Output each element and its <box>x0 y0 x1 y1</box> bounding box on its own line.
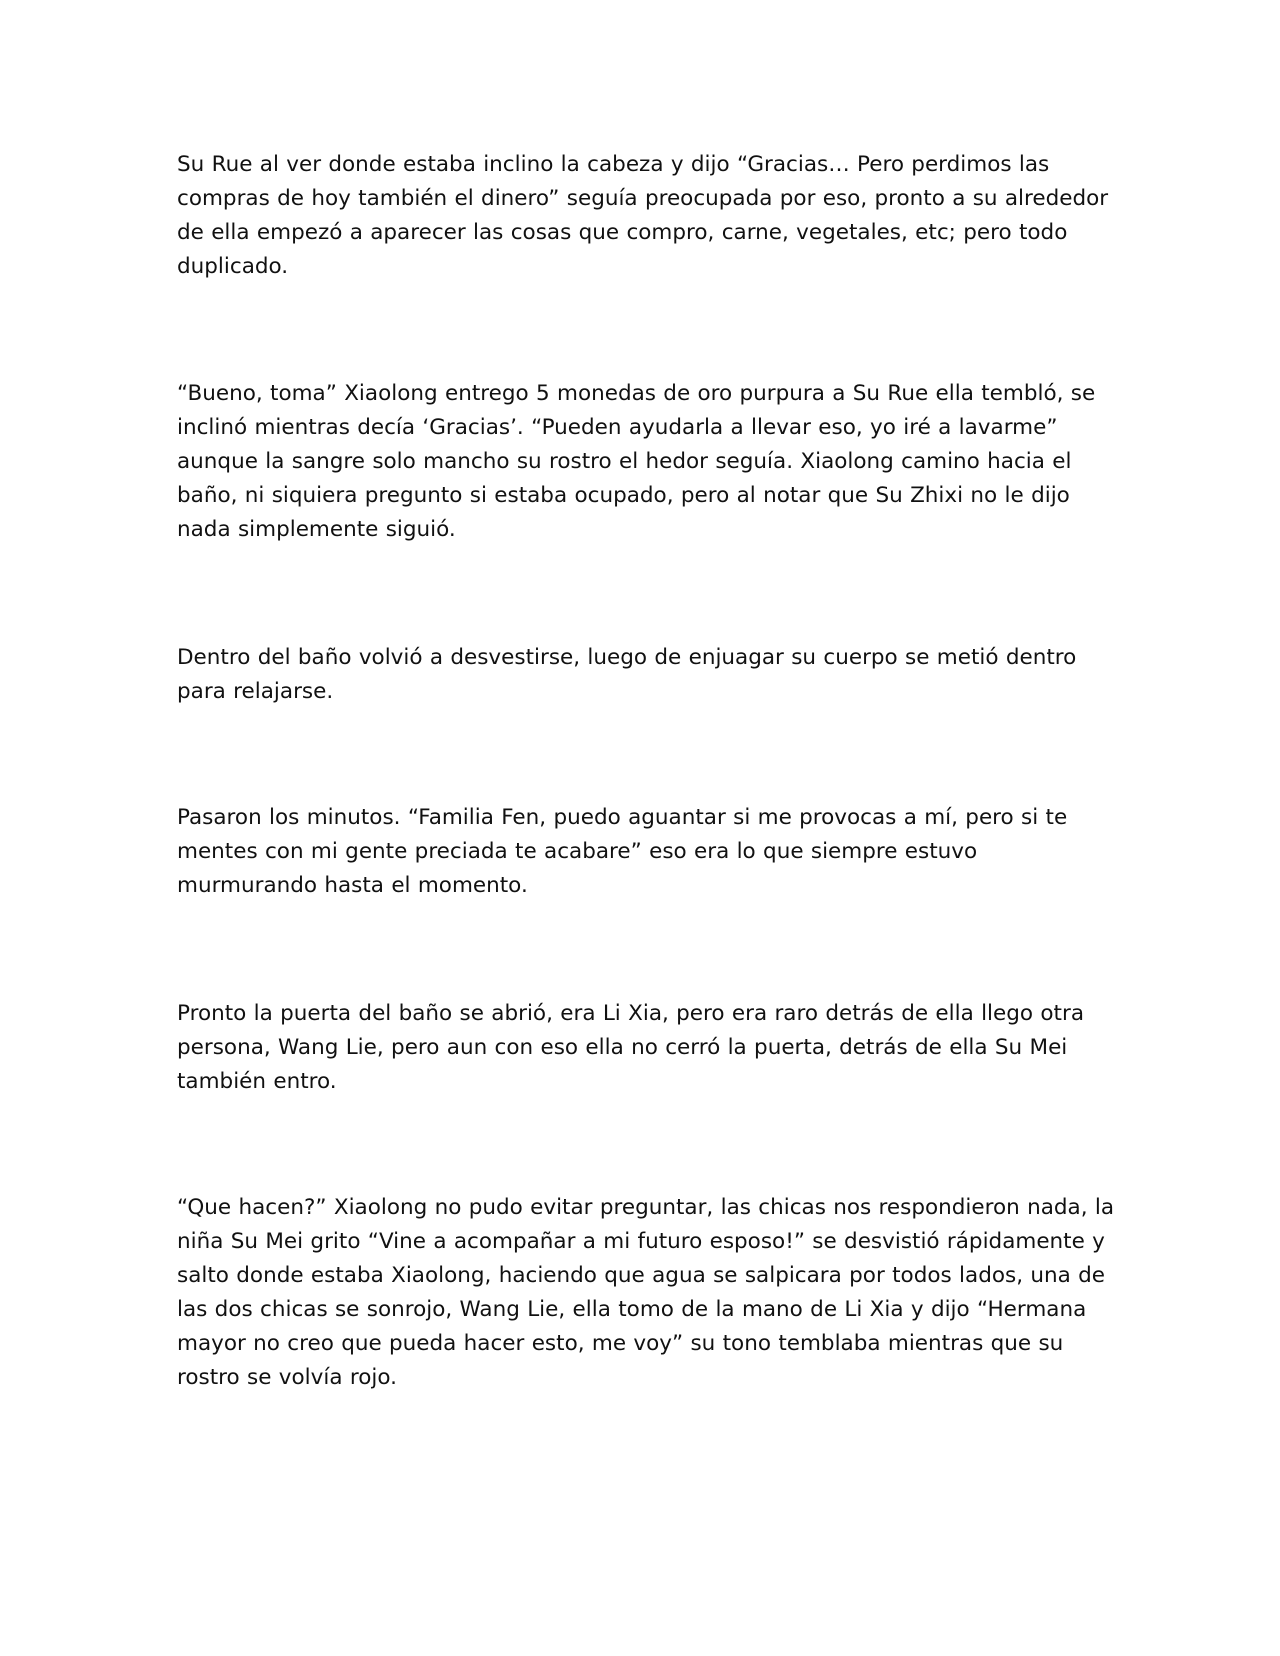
paragraph-3: Dentro del baño volvió a desvestirse, luego de enjuagar su cuerpo se metió dentro para relajarse. <box>177 645 1077 704</box>
paragraph-5: Pronto la puerta del baño se abrió, era Li Xia, pero era raro detrás de ella llego otra persona, Wang Lie, pero aun con eso ella no cerró la puerta, detrás de ella Su Mei también entro. <box>177 1001 1084 1094</box>
paragraph-2: “Bueno, toma” Xiaolong entrego 5 monedas de oro purpura a Su Rue ella tembló, se inclinó mientras decía ‘Gracias’. “Pueden ayudarla a llevar eso, yo iré a lavarme” aunque la sangre solo mancho su rostro el hedor seguía. Xiaolong camino hacia el baño, ni siquiera pregunto si estaba ocupado, pero al notar que Su Zhixi no le dijo nada simplemente siguió. <box>177 381 1096 542</box>
paragraph-6: “Que hacen?” Xiaolong no pudo evitar preguntar, las chicas nos respondieron nada, la niña Su Mei grito “Vine a acompañar a mi futuro esposo!” se desvistió rápidamente y salto donde estaba Xiaolong, haciendo que agua se salpicara por todos lados, una de las dos chicas se sonrojo, Wang Lie, ella tomo de la mano de Li Xia y dijo “Hermana mayor no creo que pueda hacer esto, me voy” su tono temblaba mientras que su rostro se volvía rojo. <box>177 1195 1115 1390</box>
paragraph-4: Pasaron los minutos. “Familia Fen, puedo aguantar si me provocas a mí, pero si te mentes con mi gente preciada te acabare” eso era lo que siempre estuvo murmurando hasta el momento. <box>177 805 1068 898</box>
paragraph-1: Su Rue al ver donde estaba inclino la cabeza y dijo “Gracias… Pero perdimos las compras de hoy también el dinero” seguía preocupada por eso, pronto a su alrededor de ella empezó a aparecer las cosas que compro, carne, vegetales, etc; pero todo duplicado. <box>177 152 1109 279</box>
